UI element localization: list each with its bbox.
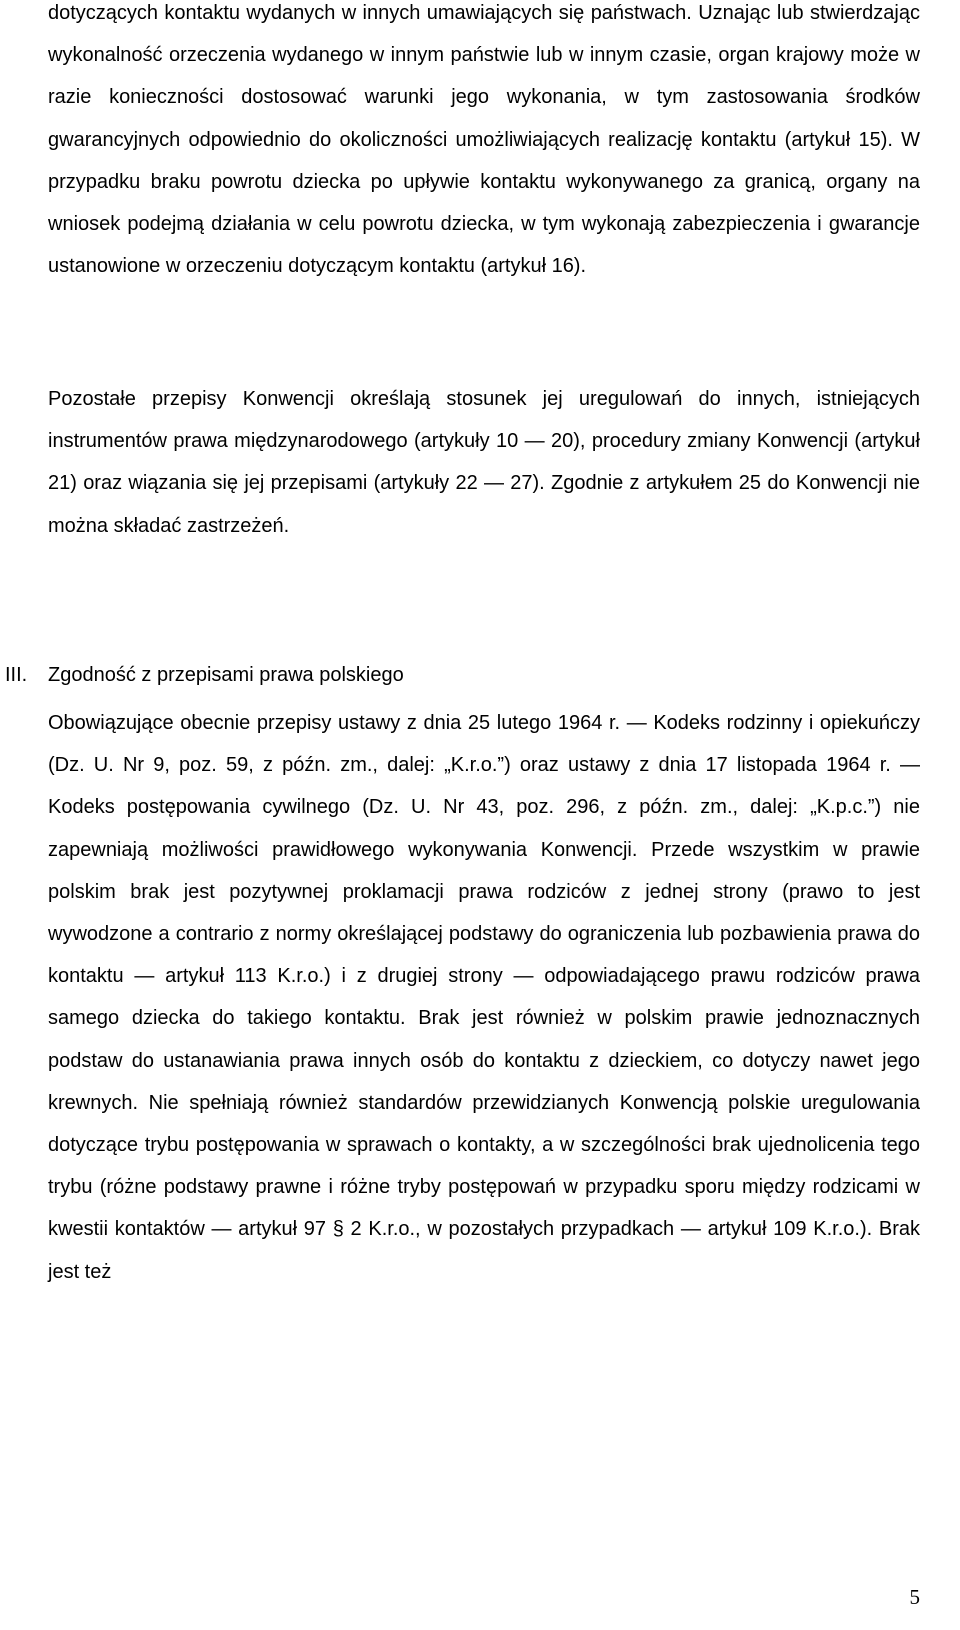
paragraph-remaining-provisions: Pozostałe przepisy Konwencji określają stosunek jej uregulowań do innych, istniejących instrumentów prawa międzynarodowego (artykuły 10 — 20), procedury zmiany Konwencji (artykuł 21) oraz wiązania się jej przepisami (artykuły 22 — 27). Zgodnie z artykułem 25 do Konwencji nie można składać zastrzeżeń. bbox=[48, 388, 920, 537]
section-heading bbox=[0, 654, 920, 696]
paragraph-polish-law: Obowiązujące obecnie przepisy ustawy z dnia 25 lutego 1964 r. — Kodeks rodzinny i opiekuńczy (Dz. U. Nr 9, poz. 59, z późn. zm., dalej: „K.r.o.”) oraz ustawy z dnia 17 listopada 1964 r. — Kodeks postępowania cywilnego (Dz. U. Nr 43, poz. 296, z późn. zm., dalej: „K.p.c.”) nie zapewniają możliwości prawidłowego wykonywania Konwencji. Przede wszystkim w prawie polskim brak jest pozytywnej proklamacji prawa rodziców z jednej strony (prawo to jest wywodzone a contrario z normy określającej podstawy do ograniczenia lub pozbawienia prawa do kontaktu — artykuł 113 K.r.o.) i z drugiej strony — odpowiadającego prawu rodziców prawa samego dziecka do takiego kontaktu. Brak jest również w polskim prawie jednoznacznych podstaw do ustanawiania prawa innych osób do kontaktu z dzieckiem, co dotyczy nawet jego krewnych. Nie spełniają również standardów przewidzianych Konwencją polskie uregulowania dotyczące trybu postępowania w sprawach o kontakty, a w szczególności brak ujednolicenia tego trybu (różne podstawy prawne i różne tryby postępowań w przypadku sporu między rodzicami w kwestii kontaktów — artykuł 97 § 2 K.r.o., w pozostałych przypadkach — artykuł 109 K.r.o.). Brak jest też bbox=[48, 712, 920, 1283]
section-number: III. bbox=[5, 664, 28, 686]
section-title: Zgodność z przepisami prawa polskiego bbox=[48, 664, 404, 686]
page-number: 5 bbox=[909, 1585, 920, 1609]
paragraph-contact-enforcement: dotyczących kontaktu wydanych w innych umawiających się państwach. Uznając lub stwierdzając wykonalność orzeczenia wydanego w innym państwie lub w innym czasie, organ krajowy może w razie konieczności dostosować warunki jego wykonania, w tym zastosowania środków gwarancyjnych odpowiednio do okoliczności umożliwiających realizację kontaktu (artykuł 15). W przypadku braku powrotu dziecka po upływie kontaktu wykonywanego za granicą, organy na wniosek podejmą działania w celu powrotu dziecka, w tym wykonają zabezpieczenia i gwarancje ustanowione w orzeczeniu dotyczącym kontaktu (artykuł 16). bbox=[48, 2, 920, 278]
